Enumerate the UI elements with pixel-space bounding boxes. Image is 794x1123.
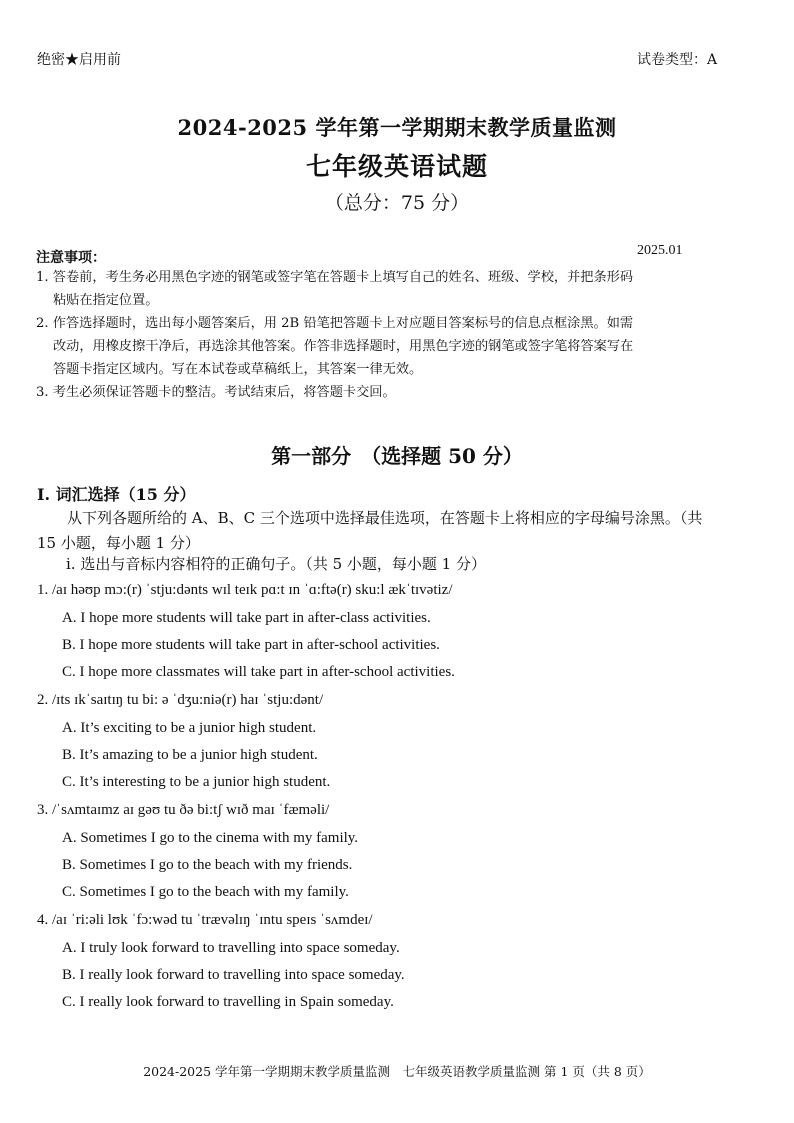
question-2-option-c: C. It’s interesting to be a junior high student. — [62, 774, 331, 790]
total-score: （总分：75 分） — [324, 192, 470, 214]
confidential-label: 绝密★启用前 — [37, 52, 121, 68]
subject-title: 七年级英语试题 — [305, 152, 488, 181]
question-1-stem: 1. /aɪ həʊp mɔ:(r) ˈstju:dənts wɪl teɪk pɑ:t ɪn ˈɑ:ftə(r) sku:l ækˈtɪvətiz/ — [37, 582, 453, 598]
section-instruction: 从下列各题所给的 A、B、C 三个选项中选择最佳选项，在答题卡上将相应的字母编号涂黑。（共 15 小题，每小题 1 分） — [37, 509, 703, 552]
question-4-option-b: B. I really look forward to travelling into space someday. — [62, 967, 405, 983]
question-3-option-b: B. Sometimes I go to the beach with my friends. — [62, 857, 353, 873]
sub-instruction: i. 选出与音标内容相符的正确句子。（共 5 小题，每小题 1 分） — [66, 555, 486, 573]
question-2-stem: 2. /ɪts ɪkˈsaɪtɪŋ tu bi: ə ˈdʒu:niə(r) haɪ ˈstju:dənt/ — [37, 692, 324, 708]
question-3-option-a: A. Sometimes I go to the cinema with my family. — [62, 830, 359, 846]
question-4-option-a: A. I truly look forward to travelling into space someday. — [62, 940, 400, 956]
notice-item-1: 1. 答卷前，考生务必用黑色字迹的钢笔或签字笔在答题卡上填写自己的姓名、班级、学校，并把条形码 粘贴在指定位置。 — [36, 270, 634, 308]
question-1-option-a: A. I hope more students will take part in after-class activities. — [62, 610, 431, 626]
question-3-stem: 3. /ˈsʌmtaɪmz aɪ gəʊ tu ðə bi:tʃ wɪð maɪ ˈfæməli/ — [37, 802, 330, 818]
question-3-option-c: C. Sometimes I go to the beach with my family. — [62, 884, 349, 900]
question-1-option-b: B. I hope more students will take part in after-school activities. — [62, 637, 440, 653]
question-2-option-b: B. It’s amazing to be a junior high student. — [62, 747, 318, 763]
part-title: 第一部分 （选择题 50 分） — [271, 444, 523, 468]
exam-title: 2024-2025 学年第一学期期末教学质量监测 — [177, 115, 617, 140]
notice-item-3: 3. 考生必须保证答题卡的整洁。考试结束后，将答题卡交回。 — [36, 385, 396, 400]
notice-heading: 注意事项： — [36, 250, 106, 266]
section-title: Ⅰ. 词汇选择（15 分） — [37, 485, 196, 504]
question-4-option-c: C. I really look forward to travelling in Spain someday. — [62, 994, 394, 1010]
exam-date: 2025.01 — [637, 243, 683, 258]
question-1-option-c: C. I hope more classmates will take part in after-school activities. — [62, 664, 455, 680]
question-4-stem: 4. /aɪ ˈri:əli lʊk ˈfɔ:wəd tu ˈtrævəlɪŋ ˈɪntu speɪs ˈsʌmdeɪ/ — [37, 912, 373, 928]
notice-item-2: 2. 作答选择题时，选出每小题答案后，用 2B 铅笔把答题卡上对应题目答案标号的信息点框涂黑。如需 改动，用橡皮擦干净后，再选涂其他答案。作答非选择题时，用黑色字迹的钢笔或签字笔将答案写在 答题卡指定区域内。写在本试卷或草稿纸上，其答案一律无效。 — [36, 316, 634, 377]
question-2-option-a: A. It’s exciting to be a junior high student. — [62, 720, 317, 736]
page-footer: 2024-2025 学年第一学期期末教学质量监测 七年级英语教学质量监测 第 1 页（共 8 页） — [143, 1064, 651, 1079]
paper-type-label: 试卷类型：A — [637, 52, 718, 68]
